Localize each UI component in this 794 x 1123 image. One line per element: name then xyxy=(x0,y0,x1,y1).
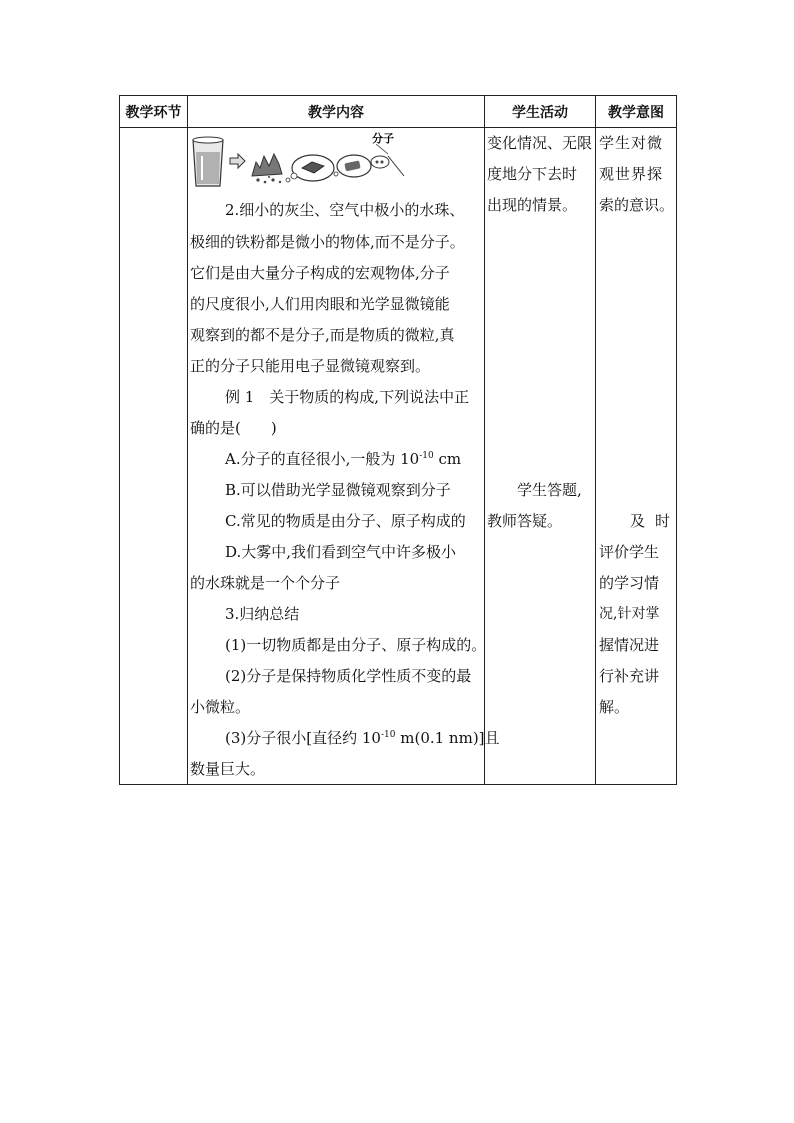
header-content: 教学内容 xyxy=(188,96,485,128)
option-d-line2: 的水珠就是一个个分子 xyxy=(190,574,341,592)
activity-line5: 教师答疑。 xyxy=(487,512,563,530)
summary-item-2-line2: 小微粒。 xyxy=(190,698,251,716)
intent-cell xyxy=(596,128,681,785)
magnified-molecule-icon xyxy=(371,156,389,168)
header-stage: 教学环节 xyxy=(120,96,188,128)
intent-line9: 行补充讲 xyxy=(599,667,660,685)
para2-line4: 的尺度很小,人们用肉眼和光学显微镜能 xyxy=(190,295,450,313)
summary-item-1: (1)一切物质都是由分子、原子构成的。 xyxy=(225,636,487,654)
magnified-grain-icon xyxy=(286,155,334,182)
content-cell xyxy=(188,128,500,785)
arrow-icon xyxy=(230,154,245,168)
magnified-particle-icon xyxy=(334,155,371,177)
option-b: B.可以借助光学显微镜观察到分子 xyxy=(225,481,451,499)
intent-line8: 握情况进 xyxy=(599,636,660,654)
para2-line3: 它们是由大量分子构成的宏观物体,分子 xyxy=(190,264,450,282)
activity-line1: 变化情况、无限 xyxy=(487,134,593,152)
body-row xyxy=(120,128,677,785)
summary-item-2-line1: (2)分子是保持物质化学性质不变的最 xyxy=(225,667,472,685)
crystal-pile-icon xyxy=(252,154,282,183)
para2-line1: 2.细小的灰尘、空气中极小的水珠、 xyxy=(225,201,465,219)
summary-item-3-line2: 数量巨大。 xyxy=(190,760,266,778)
summary-item-3-line1: (3)分子很小[直径约 $10^{-10}$ m(0.1 nm)]且 xyxy=(225,729,500,747)
activity-line4: 学生答题, xyxy=(517,481,582,499)
header-row xyxy=(120,96,677,128)
stage-cell xyxy=(120,128,188,785)
intent-line5: 评价学生 xyxy=(599,543,660,561)
lesson-table xyxy=(119,95,681,785)
intent-line4: 及时 xyxy=(630,512,681,530)
option-d-line1: D.大雾中,我们看到空气中许多极小 xyxy=(225,543,457,561)
beaker-icon xyxy=(193,137,223,186)
activity-cell xyxy=(485,128,596,785)
example-line2: 确的是( ) xyxy=(190,419,277,437)
para2-line5: 观察到的都不是分子,而是物质的微粒,真 xyxy=(190,326,455,344)
intent-line2: 观世界探 xyxy=(599,165,664,183)
intent-line7: 况,针对掌 xyxy=(599,606,660,622)
molecule-division-figure xyxy=(190,132,420,190)
para2-line2: 极细的铁粉都是微小的物体,而不是分子。 xyxy=(190,233,465,251)
option-c: C.常见的物质是由分子、原子构成的 xyxy=(225,512,466,530)
intent-line10: 解。 xyxy=(599,698,630,716)
activity-line3: 出现的情景。 xyxy=(487,196,578,214)
intent-line3: 索的意识。 xyxy=(599,196,675,214)
option-a: A.分子的直径很小,一般为 $10^{-10}$ cm xyxy=(225,450,462,468)
intent-line6: 的学习情 xyxy=(599,574,660,592)
intent-line1: 学生对微 xyxy=(599,134,664,152)
summary-title: 3.归纳总结 xyxy=(225,605,300,623)
figure-label: 分子 xyxy=(372,132,394,145)
activity-line2: 度地分下去时 xyxy=(487,165,578,183)
para2-line6: 正的分子只能用电子显微镜观察到。 xyxy=(190,357,431,375)
header-intent: 教学意图 xyxy=(596,96,677,128)
molecule-pointer-line xyxy=(388,156,404,176)
example-line1: 例 1 关于物质的构成,下列说法中正 xyxy=(225,388,470,406)
header-activity: 学生活动 xyxy=(485,96,596,128)
